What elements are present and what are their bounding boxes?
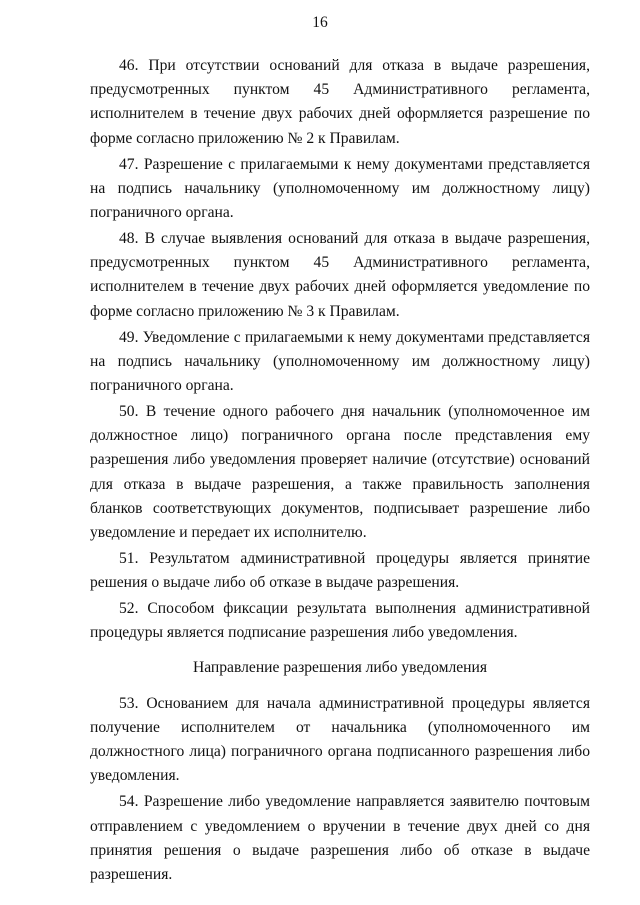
paragraph-52: 52. Способом фиксации результата выполнения административной процедуры является подписание разрешения либо уведомления.: [90, 600, 590, 642]
section-heading: Направление разрешения либо уведомления: [192, 658, 488, 676]
paragraph-48: 48. В случае выявления оснований для отказа в выдаче разрешения, предусмотренных пунктом 45 Административного регламента, исполнителем в течение двух рабочих дней оформляется уведомление по форме согласно приложению № 3 к Правилам.: [90, 230, 590, 320]
paragraph-54: 54. Разрешение либо уведомление направляется заявителю почтовым отправлением с уведомлением о вручении в течение двух дней со дня принятия решения о выдаче разрешения либо об отказе в выдаче разрешения.: [90, 793, 590, 884]
paragraph-49: 49. Уведомление с прилагаемыми к нему документами представляется на подпись начальнику (уполномоченному им должностному лицу) пограничного органа.: [90, 328, 590, 395]
page-number: 16: [312, 14, 328, 31]
paragraph-47: 47. Разрешение с прилагаемыми к нему документами представляется на подпись начальнику (уполномоченному им должностному лицу) пограничного органа.: [90, 155, 590, 222]
paragraph-50: 50. В течение одного рабочего дня начальник (уполномоченное им должностное лицо) пограничного органа после представления ему разрешения либо уведомления проверяет наличие (отсутствие) оснований для отказа в выдаче разрешения, а также правильность заполнения бланков соответствующих документов, подписывает разрешение либо уведомление и передает их исполнителю.: [90, 403, 590, 542]
document-body: [90, 54, 590, 889]
paragraph-53: 53. Основанием для начала административной процедуры является получение исполнителем от начальника (уполномоченного им должностного лица) пограничного органа подписанного разрешения либо уведомления.: [90, 694, 590, 785]
paragraph-46: 46. При отсутствии оснований для отказа в выдаче разрешения, предусмотренных пунктом 45 Административного регламента, исполнителем в течение двух рабочих дней оформляется разрешение по форме согласно приложению № 2 к Правилам.: [90, 57, 590, 147]
paragraph-51: 51. Результатом административной процедуры является принятие решения о выдаче либо об отказе в выдаче разрешения.: [90, 550, 590, 592]
